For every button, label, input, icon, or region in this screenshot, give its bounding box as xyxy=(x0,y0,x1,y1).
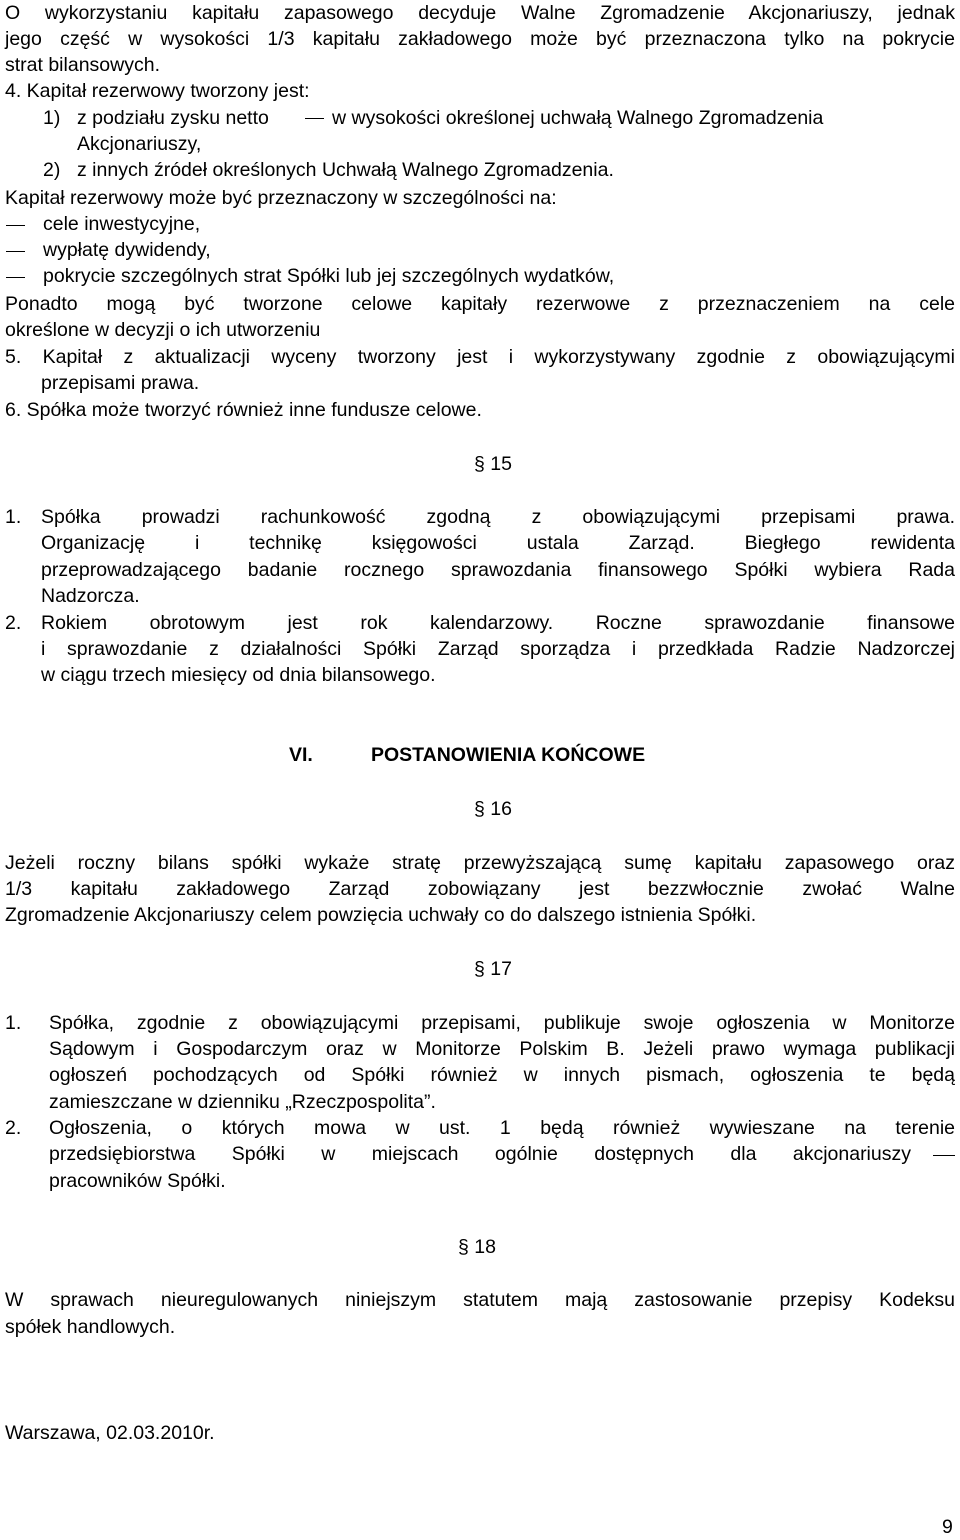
s18-line-1: W sprawach nieuregulowanych niniejszym statutem mają zastosowanie przepisy Kodeksu xyxy=(5,1289,955,1311)
bullet-dash xyxy=(6,277,25,278)
item4-ponadto-2: określone w decyzji o ich utworzeniu xyxy=(5,319,321,341)
section-16-mark: § 16 xyxy=(474,798,512,820)
s15-p2-line-1: Rokiem obrotowym jest rok kalendarzowy. Roczne sprawozdanie finansowe xyxy=(41,612,955,634)
item4-sub1-text-b: w wysokości określonej uchwałą Walnego Zgromadzenia xyxy=(332,107,824,129)
s18-line-2: spółek handlowych. xyxy=(5,1316,176,1338)
em-dash xyxy=(933,1155,955,1156)
item6: 6. Spółka może tworzyć również inne fundusze celowe. xyxy=(5,399,482,421)
item4-heading: 4. Kapitał rezerwowy tworzony jest: xyxy=(5,80,310,102)
intro-line-2: jego część w wysokości 1/3 kapitału zakładowego może być przeznaczona tylko na pokrycie xyxy=(5,28,955,50)
s15-p1-line-1: Spółka prowadzi rachunkowość zgodną z obowiązującymi przepisami prawa. xyxy=(41,506,955,528)
page-number: 9 xyxy=(942,1516,953,1538)
item4-sub2-number: 2) xyxy=(43,159,61,181)
item4-bullet-2: wypłatę dywidendy, xyxy=(43,239,211,261)
s15-p2-number: 2. xyxy=(5,612,22,634)
place-date: Warszawa, 02.03.2010r. xyxy=(5,1422,215,1444)
item4-sub1-number: 1) xyxy=(43,107,61,129)
section-title: POSTANOWIENIA KOŃCOWE xyxy=(371,744,646,766)
s16-line-1: Jeżeli roczny bilans spółki wykaże stratę przewyższającą sumę kapitału zapasowego oraz xyxy=(5,852,955,874)
s15-p2-line-2: i sprawozdanie z działalności Spółki Zarząd sporządza i przedkłada Radzie Nadzorczej xyxy=(41,638,955,660)
bullet-dash xyxy=(6,251,25,252)
s17-p1-line-4: zamieszczane w dzienniku „Rzeczpospolita”. xyxy=(49,1091,436,1113)
s17-p1-line-1: Spółka, zgodnie z obowiązującymi przepisami, publikuje swoje ogłoszenia w Monitorze xyxy=(49,1012,955,1034)
item4-bullet-3: pokrycie szczególnych strat Spółki lub jej szczególnych wydatków, xyxy=(43,265,615,287)
item4-sub2-text: z innych źródeł określonych Uchwałą Walnego Zgromadzenia. xyxy=(77,159,614,181)
s15-p1-line-3: przeprowadzającego badanie rocznego sprawozdania finansowego Spółki wybiera Rada xyxy=(41,559,955,581)
item5-line-2: przepisami prawa. xyxy=(41,372,200,394)
item4-purpose: Kapitał rezerwowy może być przeznaczony w szczególności na: xyxy=(5,187,557,209)
section-17-mark: § 17 xyxy=(474,958,512,980)
item4-ponadto-1: Ponadto mogą być tworzone celowe kapitały rezerwowe z przeznaczeniem na cele xyxy=(5,293,955,315)
section-15-mark: § 15 xyxy=(474,453,512,475)
s17-p2-line-3: pracowników Spółki. xyxy=(49,1170,226,1192)
intro-line-1: O wykorzystaniu kapitału zapasowego decyduje Walne Zgromadzenie Akcjonariuszy, jednak xyxy=(5,2,955,24)
s15-p1-number: 1. xyxy=(5,506,22,528)
s17-p1-line-3: ogłoszeń pochodzących od Spółki również w innych pismach, ogłoszenia te będą xyxy=(49,1064,955,1086)
s17-p1-line-2: Sądowym i Gospodarczym oraz w Monitorze Polskim B. Jeżeli prawo wymaga publikacji xyxy=(49,1038,955,1060)
s17-p1-number: 1. xyxy=(5,1012,22,1034)
section-18-mark: § 18 xyxy=(458,1236,496,1258)
s16-line-2: 1/3 kapitału zakładowego Zarząd zobowiązany jest bezzwłocznie zwołać Walne xyxy=(5,878,955,900)
em-dash xyxy=(305,118,324,119)
s15-p1-line-2: Organizację i technikę księgowości ustala Zarząd. Biegłego rewidenta xyxy=(41,532,955,554)
item4-bullet-1: cele inwestycyjne, xyxy=(43,213,201,235)
s17-p2-line-1: Ogłoszenia, o których mowa w ust. 1 będą również wywieszane na terenie xyxy=(49,1117,955,1139)
item4-sub1-text-a: z podziału zysku netto xyxy=(77,107,269,129)
s17-p2-line-2: przedsiębiorstwa Spółki w miejscach ogólnie dostępnych dla akcjonariuszy xyxy=(49,1143,911,1165)
s17-p2-number: 2. xyxy=(5,1117,22,1139)
item4-sub1-text-c: Akcjonariuszy, xyxy=(77,133,202,155)
intro-line-3: strat bilansowych. xyxy=(5,54,160,76)
item5-line-1: 5. Kapitał z aktualizacji wyceny tworzony jest i wykorzystywany zgodnie z obowiązującymi xyxy=(5,346,955,368)
section-number: VI. xyxy=(289,744,313,766)
s16-line-3: Zgromadzenie Akcjonariuszy celem powzięcia uchwały co do dalszego istnienia Spółki. xyxy=(5,904,757,926)
bullet-dash xyxy=(6,225,25,226)
s15-p2-line-3: w ciągu trzech miesięcy od dnia bilansowego. xyxy=(41,664,436,686)
s15-p1-line-4: Nadzorcza. xyxy=(41,585,140,607)
